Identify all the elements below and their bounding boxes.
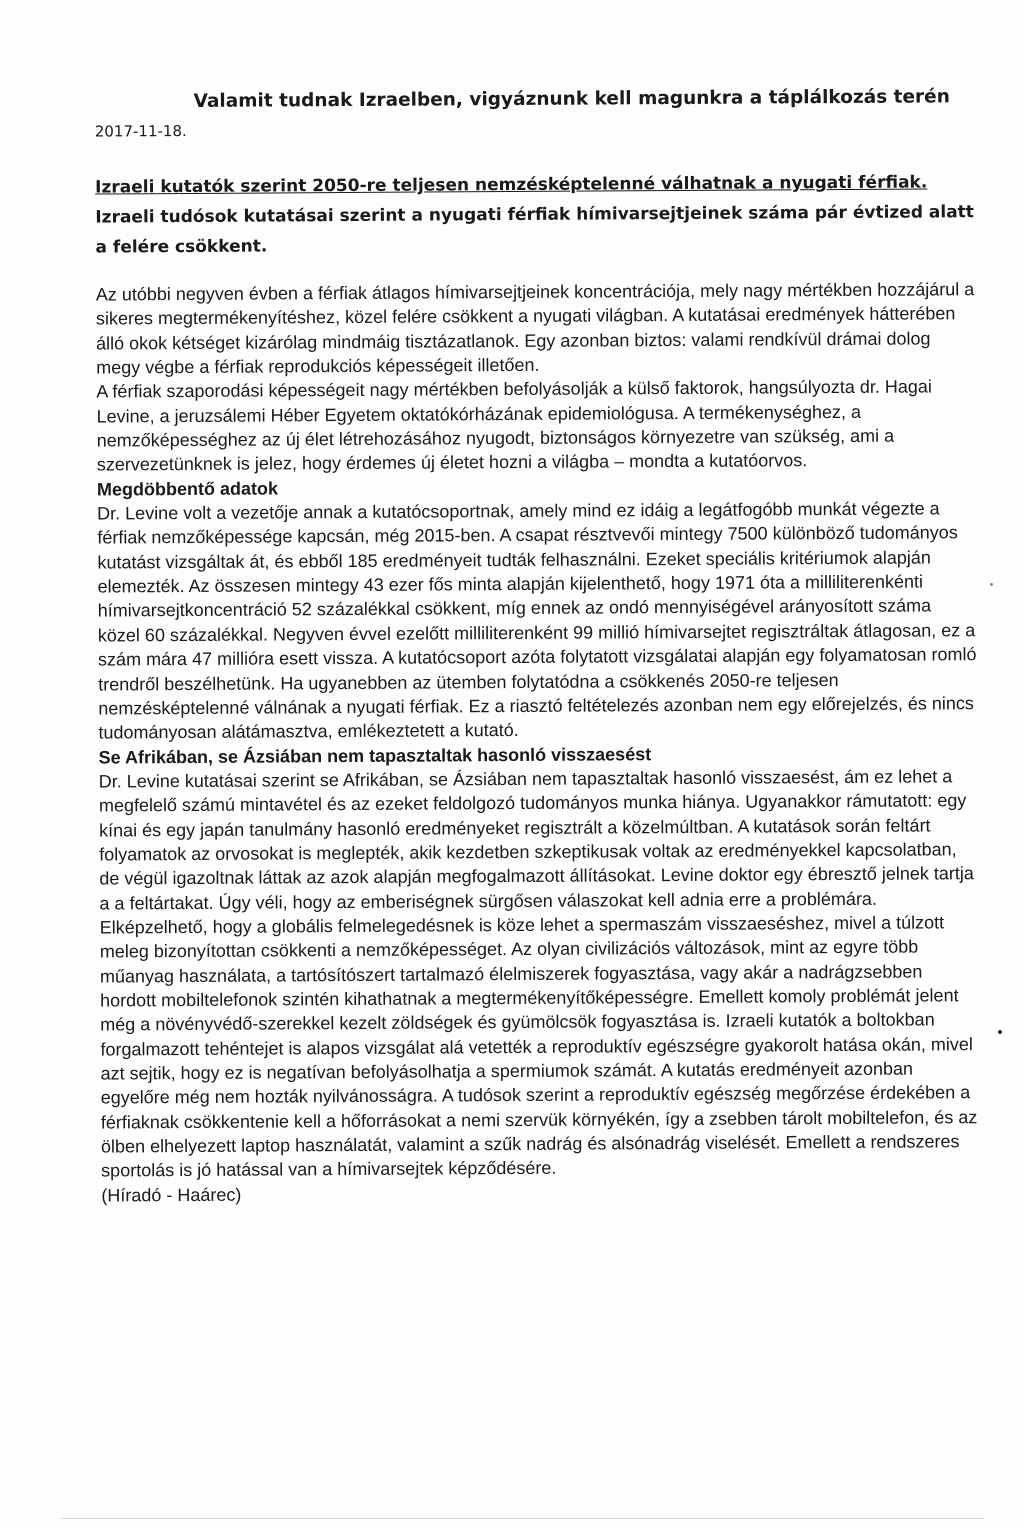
article-body <box>96 277 982 1207</box>
subheading-megdobbento-adatok: Megdöbbentő adatok <box>96 478 279 500</box>
article-title: Valamit tudnak Izraelben, vigyáznunk kell magunkra a táplálkozás terén <box>193 86 950 112</box>
lead-rest: Izraeli tudósok kutatásai szerint a nyugati férfiak hímivarsejtjeinek száma pár évtized alatt a felére csökkent. <box>95 202 974 258</box>
scan-speck <box>998 1030 1002 1034</box>
scan-speck <box>990 583 993 586</box>
paragraph-4: Dr. Levine kutatásai szerint se Afrikában, se Ázsiában nem tapasztaltak hasonló visszaesést, ám ez lehet a megfelelő számú mintavétel és az ezeket feldolgozó tudományos munka hiánya. Ugyanakkor rámutatott: egy kínai és egy japán tanulmány hasonló eredményeket regisztrált a közelmúltban. A kutatások során feltárt folyamatok az orvosokat is meglepték, akik kezdetben szkeptikusak voltak az eredményekkel kapcsolatban, de végül igazoltnak láttak az azok alapján megfogalmazott állításokat. Levine doktor egy ébresztő jelnek tartja a a feltártakat. Úgy véli, hogy az emberiségnek sürgősen válaszokat kell adnia erre a problémára. Elképzelhető, hogy a globális felmelegedésnek is köze lehet a spermaszám visszaeséshez, mivel a túlzott meleg bizonyítottan csökkenti a nemzőképességet. Az olyan civilizációs változások, mint az egyre több műanyag használata, a tartósítószert tartalmazó élelmiszerek fogyasztása, vagy akár a nadrágzsebben hordott mobiltelefonok szintén kihathatnak a megtermékenyítőképességre. Emellett komoly problémát jelent még a növényvédő-szerekkel kezelt zöldségek és gyümölcsök fogyasztása is. Izraeli kutatók a boltokban forgalmazott tehéntejet is alapos vizsgálat alá vetették a reproduktív egészségre gyakorolt hatása okán, mivel azt sejtik, hogy ez is negatívan befolyásolhatja a spermiumok számát. A kutatás eredményeit azonban egyelőre még nem hozták nyilvánosságra. A tudósok szerint a reproduktív egészség megőrzése érdekében a férfiaknak csökkentenie kell a hőforrásokat a nemi szervük környékén, így a zsebben tárolt mobiltelefon, és az ölben elhelyezett laptop használatát, valamint a szűk nadrág és alsónadrág viselését. Emellett a rendszeres sportolás is jó hatással van a hímivarsejtek képződésére. <box>98 766 978 1181</box>
article-date: 2017-11-18. <box>94 121 187 141</box>
scan-edge-line <box>60 1518 984 1519</box>
paragraph-3: Dr. Levine volt a vezetője annak a kutatócsoportnak, amely mind ez idáig a legátfogóbb munkát végezte a férfiak nemzőképessége kapcsán, még 2015-ben. A csapat résztvevői mintegy 7500 különböző tudományos kutatást vizsgáltak át, és ebből 185 eredményeit tudták felhasználni. Ezeket speciális kritériumok alapján elemezték. Az összesen mintegy 43 ezer fős minta alapján kijelenthető, hogy 1971 óta a milliliterenkénti hímivarsejtkoncentráció 52 százalékkal csökkent, míg ennek az ondó mennyiségével arányosított száma közel 60 százalékkal. Negyven évvel ezelőtt milliliterenként 99 millió hímivarsejtet regisztráltak átlagosan, ez a szám mára 47 millióra esett vissza. A kutatócsoport azóta folytatott vizsgálatai alapján egy folyamatosan romló trendről beszélhetünk. Ha ugyanebben az ütemben folytatódna a csökkenés 2050-re teljesen nemzésképtelenné válnának a nyugati férfiak. Ez a riasztó feltételezés azonban nem egy előrejelzés, és nincs tudományosan alátámasztva, emlékeztetett a kutató. <box>97 498 977 743</box>
lead-underlined-sentence: Izraeli kutatók szerint 2050-re teljesen nemzésképtelenné válhatnak a nyugati férfiak. <box>95 172 928 198</box>
source-line: (Híradó - Haárec) <box>101 1184 242 1206</box>
paragraph-1: Az utóbbi negyven évben a férfiak átlagos hímivarsejtjeinek koncentrációja, mely nagy mértékben hozzájárul a sikeres megtermékenyítéshez, közel felére csökkent a nyugati világban. A kutatásai eredmények hátterében álló okok kétséget kizárólag mindmáig tisztázatlanok. Egy azonban biztos: valami rendkívül drámai dolog megy végbe a férfiak reprodukciós képességeit illetően. <box>95 279 975 378</box>
article-lead <box>95 167 976 262</box>
subheading-afrika-azsia: Se Afrikában, se Ázsiában nem tapasztaltak hasonló visszaesést <box>98 743 652 768</box>
paragraph-2: A férfiak szaporodási képességeit nagy mértékben befolyásolják a külső faktorok, hangsúlyozta dr. Hagai Levine, a jeruzsálemi Héber Egyetem oktatókórházának epidemiológusa. A termékenységhez, a nemzőképességhez az új élet létrehozásához nyugodt, biztonságos környezetre van szükség, ami a szervezetünknek is jelez, hogy érdemes új életet hozni a világba – mondta a kutatóorvos. <box>96 376 932 475</box>
